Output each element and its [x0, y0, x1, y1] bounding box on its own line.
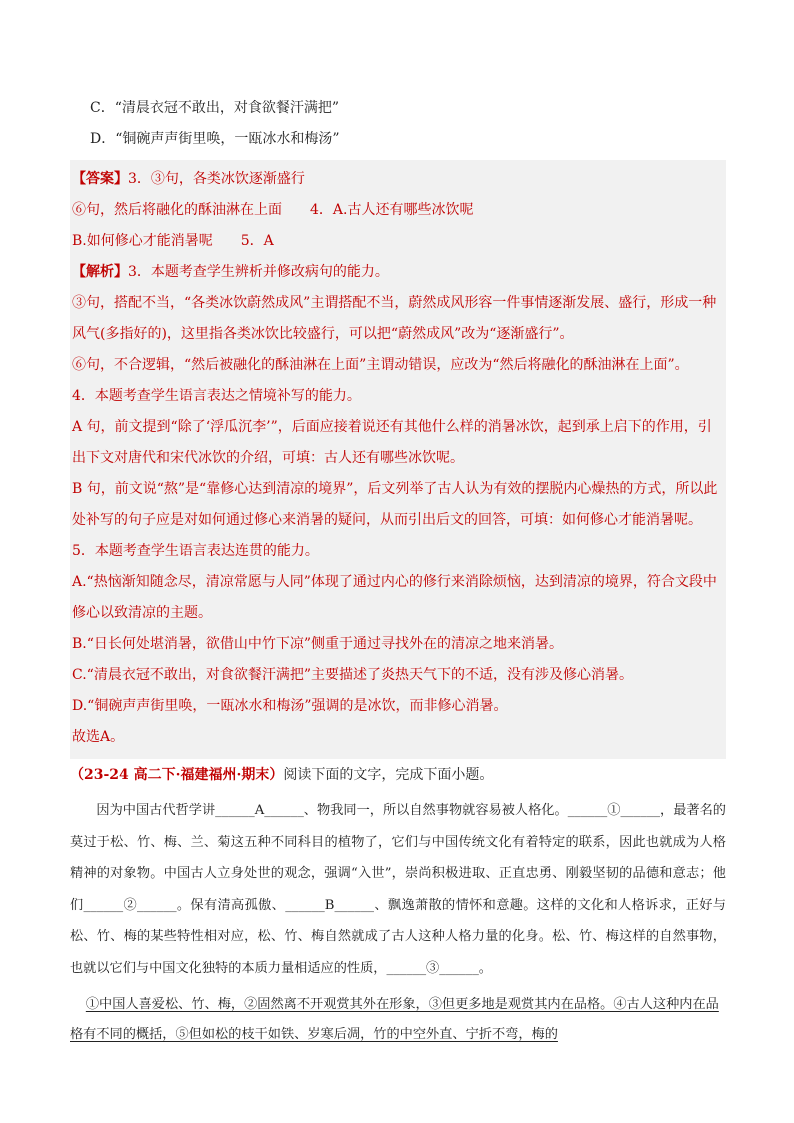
question-header: [70, 761, 726, 789]
reading-passage: [70, 795, 726, 984]
analysis-line-12: 故选A。: [72, 729, 125, 745]
analysis-line-11: D.“铜碗声声街里唤，一瓯冰水和梅汤”强调的是冰饮，而非修心消暑。: [72, 698, 508, 714]
analysis-line-3: ⑥句，不合逻辑，“然后被融化的酥油淋在上面”主谓动错误，应改为“然后将融化的酥油淋在上面”。: [72, 357, 689, 373]
passage-paragraph: 因为中国古代哲学讲______A______、物我同一，所以自然事物就容易被人格化。______①______，最著名的莫过于松、竹、梅、兰、菊这五种不同科目的植物了，它们与中国传统文化有着特定的联系，因此也就成为人格精神的对象物。中国古人立身处世的观念，强调“入世”，崇尚积极进取、正直忠勇、刚毅坚韧的品德和意志；他们______②______。保有清高孤傲、______B______、飘逸萧散的情怀和意趣。这样的文化和人格诉求，正好与松、竹、梅的某些特性相对应，松、竹、梅自然就成了古人这种人格力量的化身。松、竹、梅这样的自然事物，也就以它们与中国文化独特的本质力量相适应的性质，______③______。: [70, 803, 726, 976]
analysis-line-6: B 句，前文说“熬”是“靠修心达到清凉的境界”，后文列举了古人认为有效的摆脱内心燥热的方式，所以此处补写的句子应是对如何通过修心来消暑的疑问，从而引出后文的回答，可填：如何修心才能消暑呢。: [72, 481, 718, 528]
analysis-line-2: ③句，搭配不当，“各类冰饮蔚然成风”主谓搭配不当，蔚然成风形容一件事情逐渐发展、盛行，形成一种风气(多指好的)，这里指各类冰饮比较盛行，可以把“蔚然成风”改为“逐渐盛行”。: [72, 295, 717, 342]
analysis-line-8: A.“热恼渐知随念尽，清凉常愿与人同”体现了通过内心的修行来消除烦恼，达到清凉的境界，符合文段中修心以致清凉的主题。: [72, 574, 717, 621]
analysis-line-10: C.“清晨衣冠不敢出，对食欲餐汗满把”主要描述了炎热天气下的不适，没有涉及修心消暑。: [72, 667, 633, 683]
answer-line-1: 【答案】3．③句，各类冰饮逐渐盛行: [72, 171, 305, 187]
sentence-items: [70, 990, 726, 1050]
sentence-items-text: ①中国人喜爱松、竹、梅，②固然离不开观赏其外在形象，③但更多地是观赏其内在品格。④古人这种内在品格有不同的概括，⑤但如松的枝干如铁、岁寒后凋，竹的中空外直、宁折不弯，梅的: [70, 997, 719, 1042]
analysis-line-5: A 句，前文提到“除了‘浮瓜沉李’”，后面应接着说还有其他什么样的消暑冰饮，起到承上启下的作用，引出下文对唐代和宋代冰饮的介绍，可填：古人还有哪些冰饮呢。: [72, 419, 712, 466]
question-source: （23-24 高二下·福建福州·期末）: [70, 767, 284, 783]
answer-tag: 【答案】: [72, 171, 128, 187]
analysis-line-4: 4．本题考查学生语言表达之情境补写的能力。: [72, 388, 361, 404]
question-prompt: 阅读下面的文字，完成下面小题。: [283, 767, 494, 783]
page: [70, 98, 726, 1050]
analysis-line-7: 5．本题考查学生语言表达连贯的能力。: [72, 543, 319, 559]
analysis-tag: 【解析】: [72, 264, 128, 280]
option-c: C．“清晨衣冠不敢出，对食欲餐汗满把”: [90, 100, 340, 116]
answer-line-2: ⑥句，然后将融化的酥油淋在上面 4．A.古人还有哪些冰饮呢: [72, 202, 474, 218]
answer-analysis-box: [70, 160, 726, 759]
analysis-line-1: 【解析】3．本题考查学生辨析并修改病句的能力。: [72, 264, 389, 280]
answer-line-3: B.如何修心才能消暑呢 5．A: [72, 233, 274, 249]
analysis-line-9: B.“日长何处堪消暑，欲借山中竹下凉”侧重于通过寻找外在的清凉之地来消暑。: [72, 636, 564, 652]
option-d: D．“铜碗声声街里唤，一瓯冰水和梅汤”: [90, 131, 340, 147]
